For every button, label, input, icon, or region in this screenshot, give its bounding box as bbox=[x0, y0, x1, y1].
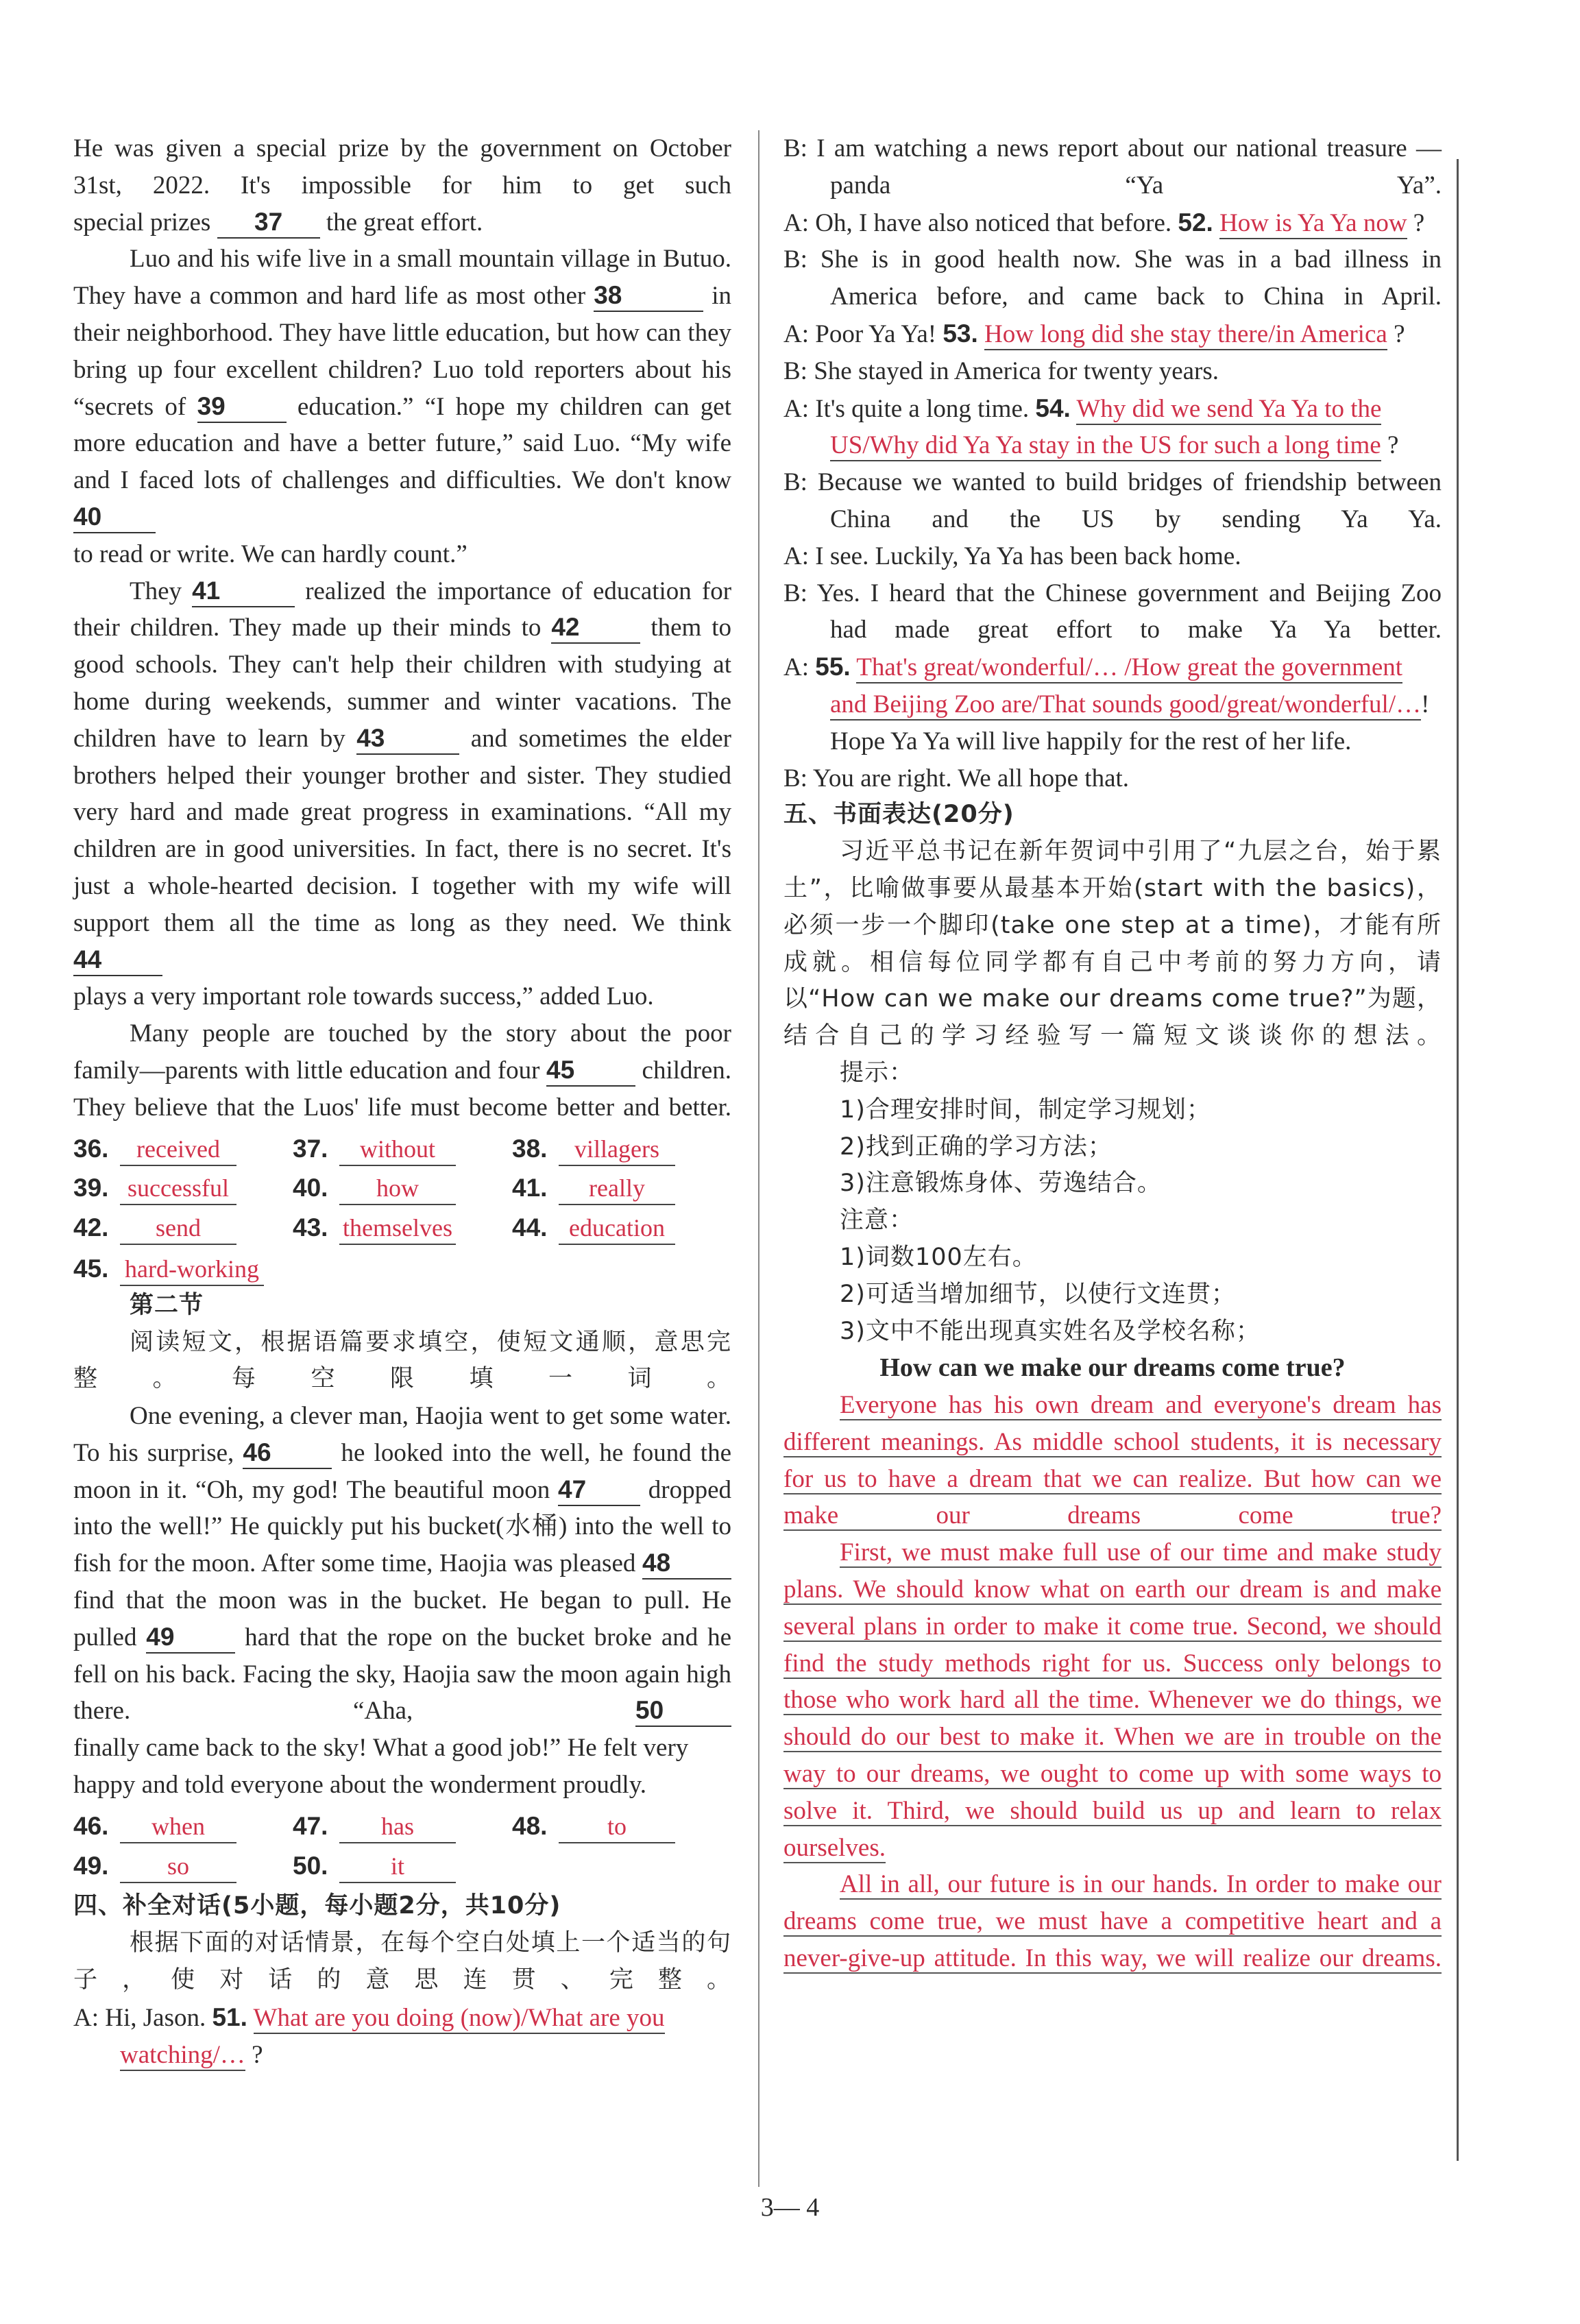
answer-number: 36. bbox=[73, 1134, 109, 1163]
passage1-paragraph4 bbox=[73, 1015, 731, 1126]
blank-49: 49 bbox=[146, 1622, 235, 1654]
text: Many people are touched by the story about the poor family—parents with little education and four bbox=[73, 1019, 731, 1085]
blank-37: 37 bbox=[217, 207, 320, 239]
essay-text: First, we must make full use of our time and make study plans. We should know what on earth our dream is and make several plans in order to make it come true. Second, we should find the study methods right for us. Success only belongs to those who work hard all the time. Whenever we do things, we should do our best to make it. When we are in trouble on the way to our dreams, we ought to come up with some ways to solve it. Third, we should build us up and learn to relax ourselves. bbox=[783, 1538, 1442, 1862]
answer-value: education bbox=[559, 1212, 675, 1245]
answer-item bbox=[512, 1170, 731, 1207]
passage1-paragraph1 bbox=[73, 130, 731, 204]
answer: Why did we send Ya Ya to the US/Why did Ya Ya stay in the US for such a long time bbox=[830, 395, 1381, 462]
answer-item bbox=[293, 1209, 512, 1246]
answer-item bbox=[293, 1808, 512, 1845]
answer-item bbox=[73, 1808, 293, 1845]
text: They bbox=[130, 577, 182, 605]
text: Because we wanted to build bridges of friendship between China and the US by sending Ya Ya. bbox=[817, 468, 1442, 533]
dialogue-line-10 bbox=[783, 575, 1442, 649]
hint-item: 2)找到正确的学习方法； bbox=[840, 1133, 1113, 1161]
text: find that the moon was in the bucket. He began to pull. He pulled bbox=[73, 1586, 731, 1651]
speaker: B: bbox=[783, 579, 807, 607]
answer-number: 45. bbox=[73, 1254, 109, 1283]
answer-value: has bbox=[339, 1811, 456, 1843]
answer-value: successful bbox=[120, 1172, 236, 1205]
answer-number: 42. bbox=[73, 1213, 109, 1242]
answer-45 bbox=[73, 1250, 731, 1287]
text: he looked into the well, he found the moon in it. “Oh, my god! The beautiful moon bbox=[73, 1438, 732, 1504]
answer: What are you doing (now)/What are you watching/… bbox=[120, 2004, 665, 2071]
essay-title: How can we make our dreams come true? bbox=[879, 1353, 1346, 1383]
text: She is in good health now. She was in a bad illness in America before, and came back to China in April. bbox=[820, 245, 1442, 311]
section5-instruction: 习近平总书记在新年贺词中引用了“九层之台，始于累土”，比喻做事要从最基本开始(start with the basics)，必须一步一个脚印(take one step at a time)，才能有所成就。相信每位同学都有自己中考前的努力方向，请以“How can we make our dreams come true?”为题，结合自己的学习经验写一篇短文谈谈你的想法。 bbox=[783, 838, 1442, 1050]
answer-item bbox=[73, 1130, 293, 1167]
answer-number: 47. bbox=[293, 1811, 328, 1840]
section2-title: 第二节 bbox=[130, 1291, 204, 1319]
essay-paragraph-1 bbox=[783, 1387, 1442, 1534]
blank-50: 50 bbox=[635, 1695, 731, 1727]
hint-item: 3)注意锻炼身体、劳逸结合。 bbox=[840, 1170, 1162, 1198]
text: He was given a special prize by the government on October 31st, 2022. It's impossible for him to get such bbox=[73, 134, 731, 199]
answer: That's great/wonderful/… /How great the government and Beijing Zoo are/That sounds good/great/wonderful/… bbox=[830, 653, 1421, 721]
answer: How is Ya Ya now bbox=[1219, 209, 1407, 239]
blank-39: 39 bbox=[197, 391, 287, 423]
speaker: A: bbox=[783, 208, 809, 237]
answer-item bbox=[293, 1848, 512, 1885]
passage2 bbox=[73, 1398, 731, 1730]
answer-item bbox=[293, 1170, 512, 1207]
answer-value: without bbox=[339, 1133, 456, 1166]
text: finally came back to the sky! What a good job!” He felt very happy and told everyone about the wonderment proudly. bbox=[73, 1734, 689, 1800]
speaker: A: bbox=[783, 653, 809, 682]
answer: How long did she stay there/in America bbox=[984, 320, 1387, 350]
question-number: 52. bbox=[1178, 208, 1213, 237]
answer-item bbox=[293, 1130, 512, 1167]
note-item: 3)文中不能出现真实姓名及学校名称； bbox=[840, 1317, 1261, 1345]
text: ? bbox=[1394, 319, 1405, 348]
answer-number: 41. bbox=[512, 1174, 548, 1202]
dialogue-line-1 bbox=[73, 1999, 731, 2074]
text: ! Hope Ya Ya will live happily for the rest of her life. bbox=[830, 690, 1430, 755]
speaker: B: bbox=[783, 764, 807, 792]
answer-grid-36-44 bbox=[73, 1130, 731, 1246]
text: special prizes bbox=[73, 208, 211, 237]
text: Oh, I have also noticed that before. bbox=[815, 208, 1172, 237]
text: to read or write. We can hardly count.” bbox=[73, 540, 467, 568]
speaker: A: bbox=[783, 542, 809, 570]
dialogue-line-7 bbox=[783, 390, 1442, 465]
blank-44: 44 bbox=[73, 945, 162, 976]
speaker: B: bbox=[783, 134, 807, 162]
column-divider bbox=[758, 130, 759, 2187]
answer-value: send bbox=[120, 1212, 236, 1245]
right-column bbox=[783, 130, 1442, 1977]
page-number: 3— 4 bbox=[760, 2193, 820, 2222]
text: education.” “I hope my children can get more education and have a better future,” said Luo. “My wife and I faced lots of challenges and difficulties. We don't know bbox=[73, 392, 732, 495]
essay-text: Everyone has his own dream and everyone's dream has different meanings. As middle school students, it is necessary for us to have a dream that we can realize. But how can we make our dreams come true? bbox=[783, 1391, 1442, 1530]
dialogue-line-8 bbox=[783, 464, 1442, 538]
note-list bbox=[783, 1239, 1442, 1350]
answer-number: 39. bbox=[73, 1174, 109, 1202]
hint-list bbox=[783, 1092, 1442, 1202]
answer-value: it bbox=[339, 1850, 456, 1883]
answer-value: when bbox=[120, 1811, 236, 1843]
section4-title: 四、补全对话(5小题，每小题2分，共10分) bbox=[73, 1892, 561, 1920]
dialogue-line-5 bbox=[783, 315, 1442, 353]
speaker: B: bbox=[783, 245, 807, 274]
speaker: A: bbox=[783, 319, 809, 348]
answer-value: really bbox=[559, 1172, 675, 1205]
passage2-line bbox=[73, 1730, 731, 1804]
answer-number: 38. bbox=[512, 1134, 548, 1163]
dialogue-line-12 bbox=[783, 760, 1442, 797]
answer-number: 48. bbox=[512, 1811, 548, 1840]
text: She stayed in America for twenty years. bbox=[814, 356, 1219, 385]
answer-value: how bbox=[339, 1172, 456, 1205]
text: Poor Ya Ya! bbox=[815, 319, 937, 348]
answer-item bbox=[73, 1209, 293, 1246]
blank-46: 46 bbox=[243, 1438, 332, 1469]
passage1-line bbox=[73, 536, 731, 573]
passage1-line bbox=[73, 204, 731, 241]
speaker: A: bbox=[783, 394, 809, 423]
answer-value: themselves bbox=[339, 1212, 456, 1245]
answer-item bbox=[73, 1170, 293, 1207]
blank-38: 38 bbox=[594, 280, 703, 312]
text: Yes. I heard that the Chinese government and Beijing Zoo had made great effort to make Ya Ya better. bbox=[816, 579, 1442, 644]
answer-item bbox=[512, 1808, 731, 1845]
dialogue-line-11 bbox=[783, 649, 1442, 760]
blank-45: 45 bbox=[546, 1055, 635, 1087]
answer-value: to bbox=[559, 1811, 675, 1843]
blank-43: 43 bbox=[356, 723, 459, 755]
text: I am watching a news report about our national treasure — panda “Ya Ya”. bbox=[816, 134, 1442, 199]
section4-instruction: 根据下面的对话情景，在每个空白处填上一个适当的句子，使对话的意思连贯、完整。 bbox=[73, 1929, 731, 1994]
answer-value: so bbox=[120, 1850, 236, 1883]
section5-title: 五、书面表达(20分) bbox=[783, 801, 1014, 829]
text: Hi, Jason. bbox=[105, 2003, 206, 2032]
dialogue-line-9 bbox=[783, 538, 1442, 575]
question-number: 55. bbox=[815, 653, 851, 681]
answer-number: 43. bbox=[293, 1213, 328, 1242]
hint-label: 提示： bbox=[840, 1058, 914, 1087]
blank-42: 42 bbox=[551, 612, 640, 644]
dialogue-line-4 bbox=[783, 241, 1442, 315]
answer-number: 50. bbox=[293, 1851, 328, 1880]
answer-number: 49. bbox=[73, 1851, 109, 1880]
essay-paragraph-2 bbox=[783, 1534, 1442, 1866]
text: them to good schools. They can't help their children with studying at home during weekends, summer and winter vacations. The children have to learn by bbox=[73, 614, 732, 753]
answer-number: 44. bbox=[512, 1213, 548, 1242]
answer-value: received bbox=[120, 1133, 236, 1166]
speaker: B: bbox=[783, 468, 807, 497]
text: ? bbox=[1387, 431, 1399, 460]
section2-instruction: 阅读短文，根据语篇要求填空，使短文通顺，意思完整。每空限填一词。 bbox=[73, 1328, 731, 1393]
dialogue-line-3 bbox=[783, 204, 1442, 242]
dialogue-line-6 bbox=[783, 353, 1442, 390]
question-number: 53. bbox=[943, 319, 978, 348]
answer-grid-46-50 bbox=[73, 1808, 731, 1885]
text: and sometimes the elder brothers helped their younger brother and sister. They studied very hard and made great progress in examinations. “All my children are in good universities. In fact, there is no secret. It's just a whole-hearted decision. I together with my wife will support them all the time as long as they need. We think bbox=[73, 724, 731, 937]
question-number: 51. bbox=[212, 2002, 247, 2031]
dialogue-line-2 bbox=[783, 130, 1442, 204]
note-label: 注意： bbox=[840, 1207, 914, 1235]
text: children. They believe that the Luos' life must become better and better. bbox=[73, 1056, 732, 1122]
passage1-line bbox=[73, 978, 731, 1015]
answer-value: villagers bbox=[559, 1133, 675, 1166]
answer-number: 37. bbox=[293, 1134, 328, 1163]
note-item: 2)可适当增加细节，以使行文连贯； bbox=[840, 1280, 1236, 1308]
text: realized the importance of education for their children. They made up their minds to bbox=[73, 577, 732, 642]
passage1-paragraph2 bbox=[73, 241, 731, 535]
text: in their neighborhood. They have little education, but how can they bring up four excellent children? Luo told reporters about his “secrets of bbox=[73, 282, 731, 421]
essay-paragraph-3 bbox=[783, 1866, 1442, 1976]
text: Luo and his wife live in a small mountain village in Butuo. They have a common and hard life as most other bbox=[73, 245, 731, 311]
left-column bbox=[73, 130, 731, 2073]
text: ? bbox=[1413, 208, 1425, 237]
answer-value: hard-working bbox=[120, 1253, 264, 1286]
text: It's quite a long time. bbox=[815, 394, 1030, 423]
text: the great effort. bbox=[326, 208, 483, 237]
answer-item bbox=[73, 1848, 293, 1885]
answer-item bbox=[512, 1130, 731, 1167]
answer-item bbox=[512, 1209, 731, 1246]
speaker: B: bbox=[783, 356, 807, 385]
blank-40: 40 bbox=[73, 502, 156, 533]
text: hard that the rope on the bucket broke and he fell on his back. Facing the sky, Haojia saw the moon again high there. “Aha, bbox=[73, 1623, 731, 1726]
right-margin-line bbox=[1457, 159, 1459, 2161]
answer-number: 46. bbox=[73, 1811, 109, 1840]
text: I see. Luckily, Ya Ya has been back home. bbox=[815, 542, 1241, 570]
text: One evening, a clever man, Haojia went to get some water. To his surprise, bbox=[73, 1402, 731, 1467]
text: ? bbox=[252, 2040, 263, 2069]
speaker: A: bbox=[73, 2003, 99, 2032]
passage1-paragraph3 bbox=[73, 573, 731, 979]
blank-48: 48 bbox=[642, 1548, 731, 1579]
text: dropped into the well!” He quickly put his bucket(水桶) into the well to fish for the moon. After some time, Haojia was pleased bbox=[73, 1475, 732, 1578]
answer-number: 40. bbox=[293, 1174, 328, 1202]
text: You are right. We all hope that. bbox=[812, 764, 1130, 792]
text: plays a very important role towards success,” added Luo. bbox=[73, 982, 654, 1011]
blank-41: 41 bbox=[192, 576, 295, 607]
essay-text: All in all, our future is in our hands. In order to make our dreams come true, we must have a competitive heart and a never-give-up attitude. In this way, we will realize our dreams. bbox=[783, 1870, 1442, 1973]
note-item: 1)词数100左右。 bbox=[840, 1243, 1037, 1271]
question-number: 54. bbox=[1035, 394, 1071, 422]
hint-item: 1)合理安排时间，制定学习规划； bbox=[840, 1096, 1211, 1124]
blank-47: 47 bbox=[558, 1475, 640, 1506]
